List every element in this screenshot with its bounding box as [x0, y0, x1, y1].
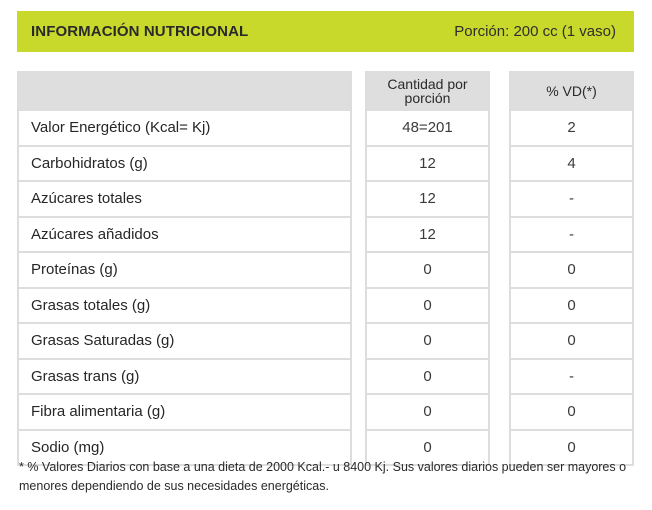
daily-value-column: [509, 71, 634, 466]
table-row-amount: 0: [367, 322, 488, 358]
amount-header-line1: Cantidad por: [387, 76, 468, 92]
table-row-amount: 12: [367, 145, 488, 181]
table-row-amount: 0: [367, 393, 488, 429]
table-row-label: Sodio (mg): [19, 429, 350, 465]
table-row-label: Azúcares totales: [19, 180, 350, 216]
table-row-amount: 0: [367, 287, 488, 323]
table-row-vd: 0: [511, 429, 632, 465]
table-row-vd: 0: [511, 287, 632, 323]
amount-header-line2: porción: [404, 90, 451, 106]
table-row-label: Carbohidratos (g): [19, 145, 350, 181]
table-row-amount: 0: [367, 429, 488, 465]
table-row-amount: 48=201: [367, 109, 488, 145]
amount-column: [365, 71, 490, 466]
table-row-vd: 4: [511, 145, 632, 181]
table-row-amount: 12: [367, 216, 488, 252]
table-row-label: Azúcares añadidos: [19, 216, 350, 252]
table-row-vd: 2: [511, 109, 632, 145]
table-row-amount: 12: [367, 180, 488, 216]
table-row-vd: -: [511, 180, 632, 216]
table-row-vd: -: [511, 358, 632, 394]
footnote: * % Valores Diarios con base a una dieta de 2000 Kcal.- u 8400 Kj. Sus valores diarios pueden ser mayores o menores dependiendo de sus necesidades energéticas.: [19, 460, 627, 493]
table-row-amount: 0: [367, 251, 488, 287]
nutrient-label-column: [17, 71, 352, 466]
table-row-label: Proteínas (g): [19, 251, 350, 287]
label-column-header: [19, 73, 350, 109]
table-row-label: Grasas trans (g): [19, 358, 350, 394]
header-bar: [17, 11, 634, 52]
table-row-vd: 0: [511, 251, 632, 287]
table-row-vd: -: [511, 216, 632, 252]
portion-size: Porción: 200 cc (1 vaso): [454, 23, 616, 40]
table-row-amount: 0: [367, 358, 488, 394]
table-row-label: Fibra alimentaria (g): [19, 393, 350, 429]
table-row-vd: 0: [511, 322, 632, 358]
amount-column-header: [367, 73, 488, 109]
table-row-label: Grasas totales (g): [19, 287, 350, 323]
page-title: INFORMACIÓN NUTRICIONAL: [31, 23, 249, 40]
table-row-label: Grasas Saturadas (g): [19, 322, 350, 358]
table-row-vd: 0: [511, 393, 632, 429]
table-row-label: Valor Energético (Kcal= Kj): [19, 109, 350, 145]
vd-column-header: % VD(*): [511, 73, 632, 109]
